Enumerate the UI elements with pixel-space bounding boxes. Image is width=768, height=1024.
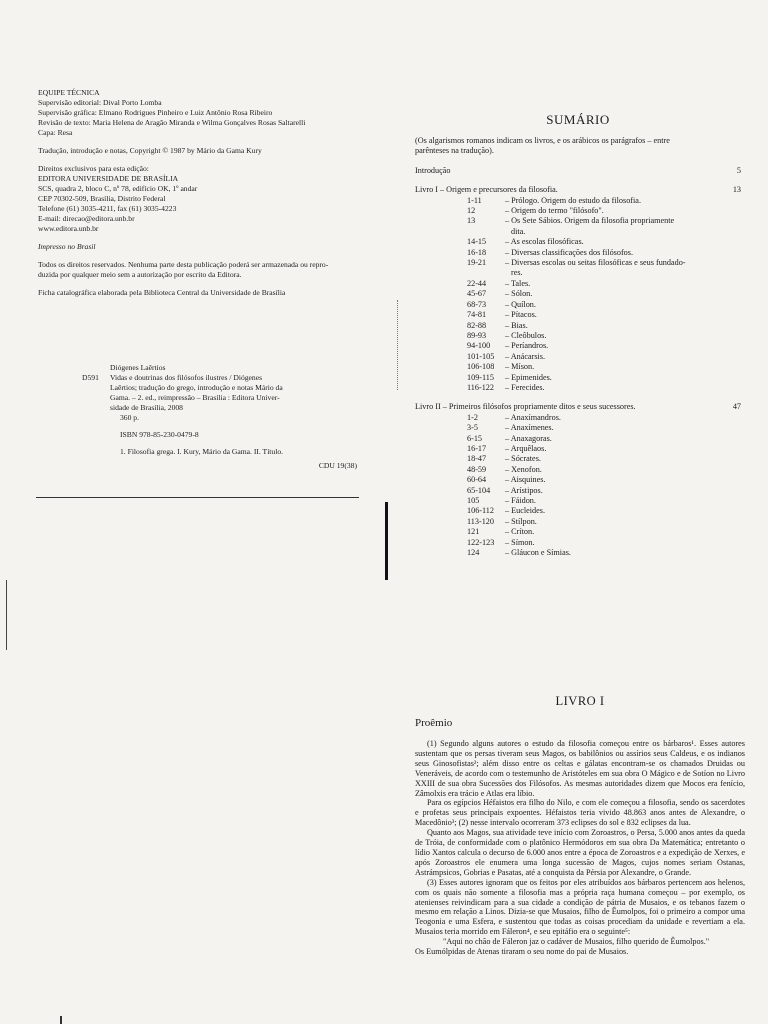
chapter-body	[415, 739, 745, 957]
catalog-cdu: CDU 19(38)	[318, 461, 357, 470]
toc-entry	[467, 475, 741, 485]
toc-entry-label	[505, 289, 741, 299]
toc-entry-line: – Arquêlaos.	[505, 443, 547, 453]
toc-entry-line: – Fáidon.	[505, 496, 536, 505]
toc-entry-line: – Os Sete Sábios. Origem da filosofia propriamente	[505, 216, 675, 226]
toc-note-line: (Os algarismos romanos indicam os livros, e os arábicos os parágrafos – entre	[415, 136, 670, 145]
toc-entry-number: 122-123	[467, 537, 495, 547]
toc-entry-number: 13	[467, 216, 476, 226]
toc-book-label: Livro II – Primeiros filósofos propriamente ditos e seus sucessores.	[415, 402, 636, 412]
toc-entry-number: 94-100	[467, 341, 491, 351]
catalog-code: D591	[82, 373, 99, 382]
toc-entry-line: – Anaxagoras.	[505, 433, 552, 443]
toc-entry-line: – Stílpon.	[505, 516, 537, 526]
toc-entry	[467, 289, 741, 299]
credit-line: Supervisão editorial: Dival Porto Lomba	[38, 98, 162, 107]
toc-entry	[467, 383, 741, 393]
toc-note-line: parênteses na tradução).	[415, 146, 494, 156]
toc-entry	[467, 454, 741, 464]
toc-entry-list	[467, 196, 741, 394]
toc-entry-number: 124	[467, 548, 480, 558]
toc-entry-label	[505, 321, 741, 331]
credit-line: Telefone (61) 3035-4211, fax (61) 3035-4223	[38, 204, 177, 213]
toc-entry	[467, 362, 741, 372]
toc-entry-label	[505, 454, 741, 464]
bottom-mark	[60, 1016, 62, 1024]
toc-entry-label	[505, 341, 741, 351]
catalog-body	[110, 373, 357, 457]
toc-entry	[467, 279, 741, 289]
table-of-contents	[415, 112, 741, 558]
toc-entry-number: 116-122	[467, 382, 494, 392]
toc-entry-label	[505, 331, 741, 341]
toc-entry-label	[505, 206, 741, 216]
spacer	[38, 234, 368, 242]
toc-entry-label	[505, 383, 741, 393]
toc-entry-label	[505, 300, 741, 310]
credit-line: SCS, quadra 2, bloco C, nº 78, edifício OK, 1º andar	[38, 184, 198, 193]
credit-line: CEP 70302-509, Brasília, Distrito Federal	[38, 194, 166, 203]
toc-entry-label	[505, 237, 741, 247]
spacer	[38, 138, 368, 146]
credit-line: duzida por qualquer meio sem a autorização por escrito da Editora.	[38, 270, 242, 279]
spacer	[38, 280, 368, 288]
spacer	[38, 252, 368, 260]
credit-line: Supervisão gráfica: Elmano Rodrigues Pinheiro e Luiz Antônio Rosa Ribeiro	[38, 108, 273, 117]
toc-entry-line: – Ferecides.	[505, 382, 545, 392]
toc-entry	[467, 216, 741, 237]
chapter-paragraph: "Aqui no chão de Fáleron jaz o cadáver de Musaios, filho querido de Êumolpos."	[443, 937, 710, 947]
toc-entry-number: 16-18	[467, 247, 487, 257]
toc-entry	[467, 300, 741, 310]
toc-entry-number: 18-47	[467, 454, 487, 464]
toc-entry-label	[505, 538, 741, 548]
toc-entry	[467, 248, 741, 258]
credit-line: www.editora.unb.br	[38, 224, 99, 233]
toc-entry-label	[505, 465, 741, 475]
chapter-paragraph: (3) Esses autores ignoram que os feitos por eles atribuídos aos bárbaros pertencem aos helenos, com os quais não somente a filosofia mas a própria raça humana começou – por exemplo, os atenienses reivindicam para a sua cidade a condição de pátria de Musaios, e os tebanos fazem o mesmo em relação a Linos. Dizia-se que Musaios, filho de Êumolpos, foi o primeiro a compor uma Teogonia e uma Esfera, e sustentou que todas as coisas procediam da unidade e revertiam a ela. Musaios teria morrido em Fáleron⁴, e seu epitáfio era o seguinte⁵:	[415, 877, 745, 937]
toc-entry-label	[505, 506, 741, 516]
toc-books	[415, 176, 741, 558]
catalog-line: Vidas e doutrinas dos filósofos ilustres / Diógenes	[110, 373, 263, 382]
toc-entry	[467, 341, 741, 351]
toc-entry	[467, 517, 741, 527]
toc-book-page: 13	[732, 185, 741, 195]
spacer	[415, 393, 741, 402]
toc-entry-line: – Anaxímandros.	[505, 412, 561, 422]
catalog-rule	[36, 497, 359, 498]
toc-entry-line: – Diversas classificações dos filósofos.	[505, 247, 634, 257]
chapter-page	[415, 694, 745, 957]
toc-entry-label	[505, 362, 741, 372]
toc-entry-line: – Cleôbulos.	[505, 330, 547, 340]
catalog-card	[82, 363, 357, 471]
toc-entry-line: – Períandros.	[505, 341, 549, 351]
toc-entry-label	[505, 216, 741, 237]
toc-entry-number: 16-17	[467, 443, 487, 453]
toc-entry	[467, 321, 741, 331]
toc-entry-label	[505, 486, 741, 496]
toc-entry-line: – Sócrates.	[505, 454, 541, 464]
spine-shadow	[385, 502, 388, 580]
toc-entry-label	[505, 548, 741, 558]
catalog-line: 1. Filosofia grega. I. Kury, Mário da Gama. II. Título.	[120, 447, 284, 456]
toc-entry-number: 14-15	[467, 237, 487, 247]
toc-entry-number: 19-21	[467, 258, 487, 268]
toc-entry-label	[505, 527, 741, 537]
toc-entry	[467, 496, 741, 506]
toc-intro-label: Introdução	[415, 165, 451, 175]
toc-entry-line: – Símon.	[505, 537, 535, 547]
toc-entry-label	[505, 423, 741, 433]
toc-entry-line: – As escolas filosóficas.	[505, 237, 584, 247]
toc-book-page: 47	[732, 402, 741, 412]
toc-entry-line: res.	[511, 268, 523, 278]
catalog-line: Gama. – 2. ed., reimpressão – Brasília : Editora Univer-	[110, 393, 280, 402]
toc-entry-label	[505, 248, 741, 258]
toc-entry-line: – Aisquines.	[505, 475, 546, 485]
credit-line: Revisão de texto: Maria Helena de Aragão Miranda e Wilma Gonçalves Rosas Saltarelli	[38, 118, 306, 127]
toc-entry-number: 65-104	[467, 485, 491, 495]
catalog-line: Laêrtios; tradução do grego, introdução e notas Mário da	[110, 383, 283, 392]
toc-entry-line: – Origem do termo "filósofo".	[505, 206, 604, 216]
toc-entry	[467, 206, 741, 216]
toc-entry	[467, 434, 741, 444]
chapter-paragraph: (1) Segundo alguns autores o estudo da filosofia começou entre os bárbaros¹. Esses autores sustentam que os persas tiveram seus Magos, os babilônios ou assírios seus Caldeus, e os indianos seus Ginosofistas²; além disso entre os celtas e gálatas encontram-se os chamados Druidas ou Veneráveis, de acordo com o testemunho de Aristóteles em sua obra O Mágico e de Sotíon no Livro XXIII de sua obra Sucessões dos Filósofos. As mesmas autoridades dizem que Mocos era fenício, Zâmolxis era trácio e Atlas era líbio.	[415, 739, 745, 798]
toc-entry-number: 113-120	[467, 516, 494, 526]
toc-note	[415, 136, 741, 157]
toc-entry-line: – Tales.	[505, 278, 531, 288]
chapter-title: LIVRO I	[555, 694, 605, 708]
toc-entry-label	[505, 279, 741, 289]
toc-entry-line: – Quílon.	[505, 299, 536, 309]
toc-entry	[467, 548, 741, 558]
toc-entry	[467, 373, 741, 383]
toc-entry-line: – Críton.	[505, 527, 535, 537]
toc-entry	[467, 486, 741, 496]
toc-book-label: Livro I – Origem e precursores da filosofia.	[415, 185, 558, 195]
toc-entry-line: – Prólogo. Origem do estudo da filosofia.	[505, 195, 641, 205]
toc-entry-line: – Míson.	[505, 362, 535, 372]
toc-entry-number: 48-59	[467, 464, 487, 474]
toc-entry-number: 6-15	[467, 433, 483, 443]
toc-entry-label	[505, 310, 741, 320]
toc-entry	[467, 352, 741, 362]
toc-entry-label	[505, 434, 741, 444]
toc-entry-label	[505, 196, 741, 206]
catalog-line: ISBN 978-85-230-0479-8	[120, 430, 199, 439]
toc-entry-number: 3-5	[467, 423, 478, 433]
toc-entry-number: 68-73	[467, 299, 487, 309]
credit-line: Todos os direitos reservados. Nenhuma parte desta publicação poderá ser armazenada ou repro-	[38, 260, 329, 269]
edge-mark	[6, 580, 7, 650]
credit-line: EDITORA UNIVERSIDADE DE BRASÍLIA	[38, 174, 179, 183]
toc-entry-number: 109-115	[467, 372, 494, 382]
credit-line: Capa: Resa	[38, 128, 73, 137]
toc-entry-number: 1-2	[467, 412, 478, 422]
chapter-paragraph: Quanto aos Magos, sua atividade teve início com Zoroastros, o Persa, 5.000 anos antes da queda de Tróia, de conformidade com o platônico Hermódoros em sua obra Da Matemática; entretanto o lídio Xantos calcula o decurso de 6.000 anos entre a época de Zoroastros e a expedição de Xerxes, e após Zoroastros ele enumera uma longa sucessão de Magos, cujos nomes seriam Ostanas, Astrámpsicos, Gobrias e Pasatas, até a conquista da Pérsia por Alexandre, o Grande.	[415, 828, 745, 877]
credit-line: Direitos exclusivos para esta edição:	[38, 164, 149, 173]
toc-book-heading	[415, 402, 741, 412]
toc-entry	[467, 258, 741, 279]
toc-entry-number: 121	[467, 527, 480, 537]
toc-entry-line: – Diversas escolas ou seitas filosóficas e seus fundado-	[505, 258, 686, 268]
toc-entry-list	[467, 413, 741, 559]
toc-entry-line: – Sólon.	[505, 289, 533, 299]
catalog-line: 360 p.	[120, 413, 139, 422]
spacer	[415, 176, 741, 185]
toc-entry	[467, 413, 741, 423]
spacer	[110, 440, 357, 447]
toc-entry-number: 60-64	[467, 475, 487, 485]
toc-entry	[467, 465, 741, 475]
credit-line: EQUIPE TÉCNICA	[38, 88, 100, 97]
toc-intro-page: 5	[736, 165, 741, 175]
credits-block	[38, 88, 368, 298]
toc-entry-line: – Anácarsis.	[505, 351, 546, 361]
toc-entry	[467, 527, 741, 537]
chapter-paragraph: Para os egípcios Héfaistos era filho do Nilo, e com ele começou a filosofia, sendo os sacerdotes e profetas seus principais expoentes. Héfaistos teria vivido 48.863 anos antes de Alexandre, o Macedônio³; (2) nesse intervalo ocorreram 373 eclipses do sol e 832 eclipses da lua.	[415, 798, 745, 828]
toc-entry-number: 22-44	[467, 278, 487, 288]
section-heading: Proêmio	[415, 717, 453, 729]
toc-entry	[467, 423, 741, 433]
spacer	[38, 156, 368, 164]
toc-intro	[415, 166, 741, 176]
toc-entry-line: – Xenofon.	[505, 464, 542, 474]
toc-entry-label	[505, 373, 741, 383]
toc-entry-label	[505, 352, 741, 362]
toc-entry-number: 106-108	[467, 362, 495, 372]
toc-entry-number: 105	[467, 496, 480, 505]
toc-entry	[467, 196, 741, 206]
toc-entry-number: 106-112	[467, 506, 494, 516]
toc-entry	[467, 506, 741, 516]
toc-title: SUMÁRIO	[546, 112, 610, 127]
spine-dots	[397, 300, 399, 390]
toc-entry-number: 74-81	[467, 310, 487, 320]
toc-entry-line: – Pítacos.	[505, 310, 537, 320]
toc-entry-line: – Eucleides.	[505, 506, 546, 516]
toc-book-heading	[415, 185, 741, 195]
credit-line: Tradução, introdução e notas, Copyright © 1987 by Mário da Gama Kury	[38, 146, 262, 155]
toc-entry	[467, 444, 741, 454]
toc-entry-line: – Anaxímenes.	[505, 423, 554, 433]
toc-entry-label	[505, 517, 741, 527]
spacer	[110, 423, 357, 430]
toc-entry-line: dita.	[511, 226, 526, 236]
toc-entry-number: 12	[467, 206, 476, 216]
toc-entry-line: – Gláucon e Símias.	[505, 548, 571, 558]
toc-entry	[467, 331, 741, 341]
toc-entry-line: – Epimenides.	[505, 372, 552, 382]
toc-entry-number: 45-67	[467, 289, 487, 299]
catalog-author: Diógenes Laêrtios	[110, 363, 166, 372]
toc-entry-label	[505, 475, 741, 485]
toc-entry-label	[505, 258, 741, 279]
toc-entry-number: 101-105	[467, 351, 495, 361]
toc-entry-line: – Arístipos.	[505, 485, 543, 495]
catalog-line: sidade de Brasília, 2008	[110, 403, 183, 412]
toc-entry-label	[505, 413, 741, 423]
toc-entry	[467, 310, 741, 320]
chapter-paragraph: Os Eumólpidas de Atenas tiraram o seu nome do pai de Musaios.	[415, 947, 629, 957]
toc-entry	[467, 237, 741, 247]
toc-entry-label	[505, 496, 741, 506]
toc-entry-line: – Bias.	[505, 320, 528, 330]
credit-line: Impresso no Brasil	[38, 242, 96, 251]
toc-entry-label	[505, 444, 741, 454]
toc-entry	[467, 538, 741, 548]
credit-line: E-mail: direcao@editora.unb.br	[38, 214, 135, 223]
toc-entry-number: 89-93	[467, 330, 487, 340]
credit-line: Ficha catalográfica elaborada pela Biblioteca Central da Universidade de Brasília	[38, 288, 286, 297]
toc-entry-number: 1-11	[467, 195, 482, 205]
toc-entry-number: 82-88	[467, 320, 487, 330]
